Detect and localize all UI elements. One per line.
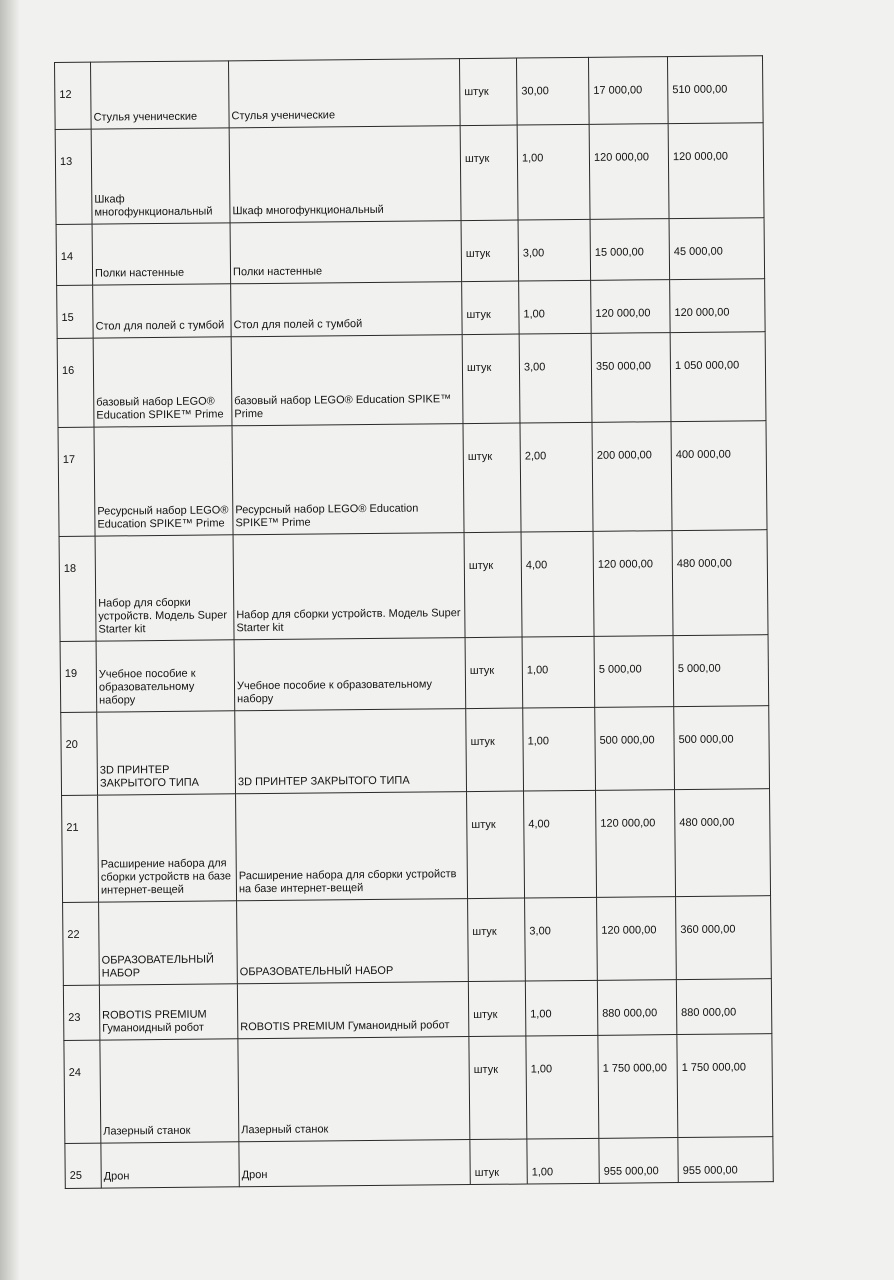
- cell-quantity: [527, 1138, 599, 1184]
- cell-quantity: [523, 707, 596, 791]
- cell-unit: [468, 981, 526, 1037]
- item-quantity: 4,00: [525, 559, 548, 572]
- item-description: 3D ПРИНТЕР ЗАКРЫТОГО ТИПА: [237, 774, 410, 789]
- cell-quantity: [525, 897, 598, 981]
- item-quantity: 1,00: [521, 152, 544, 165]
- cell-number: [57, 338, 94, 427]
- item-sum: 480 000,00: [679, 816, 735, 830]
- row-number: 15: [61, 311, 74, 324]
- row-number: 23: [68, 1011, 81, 1024]
- cell-name: [95, 535, 234, 641]
- item-sum: 500 000,00: [678, 733, 734, 747]
- item-name: Шкаф многофункциональный: [94, 193, 213, 219]
- cell-description: [236, 792, 468, 901]
- cell-sum: [671, 421, 767, 531]
- cell-number: [65, 1143, 101, 1188]
- cell-name: [101, 1142, 239, 1188]
- cell-description: [237, 899, 469, 984]
- item-price: 120 000,00: [600, 817, 656, 830]
- cell-number: [55, 129, 92, 224]
- cell-price: [591, 333, 671, 423]
- cell-price: [597, 897, 677, 981]
- cell-sum: [669, 218, 765, 280]
- cell-price: [591, 280, 671, 334]
- item-price: 120 000,00: [597, 558, 653, 571]
- item-description: Учебное пособие к образовательному набору: [236, 678, 433, 706]
- cell-name: [96, 640, 235, 712]
- item-description: Расширение набора для сборки устройств на базе интернет-вещей: [238, 868, 457, 896]
- item-description: ROBOTIS PREMIUM Гуманоидный робот: [240, 1019, 450, 1034]
- cell-quantity: [519, 280, 592, 334]
- cell-sum: [677, 1034, 773, 1138]
- table-row: [63, 896, 772, 986]
- cell-number: [56, 224, 93, 285]
- item-unit: штук: [470, 735, 495, 749]
- cell-number: [63, 902, 100, 985]
- cell-unit: [469, 1036, 527, 1140]
- table-row: [63, 979, 771, 1041]
- item-price: 500 000,00: [599, 734, 655, 747]
- cell-name: [99, 901, 238, 985]
- cell-description: [229, 126, 461, 223]
- cell-unit: [460, 125, 518, 221]
- cell-name: [91, 61, 230, 129]
- cell-description: [237, 982, 469, 1039]
- row-number: 13: [59, 155, 73, 168]
- cell-description: [234, 638, 466, 711]
- table-row: [57, 279, 765, 339]
- item-sum: 955 000,00: [682, 1164, 738, 1178]
- row-number: 14: [60, 250, 74, 263]
- cell-unit: [463, 423, 521, 533]
- cell-price: [593, 531, 673, 637]
- cell-number: [63, 985, 100, 1040]
- cell-number: [58, 427, 95, 536]
- cell-unit: [466, 708, 524, 792]
- cell-quantity: [526, 1035, 599, 1139]
- item-price: 17 000,00: [593, 84, 643, 97]
- item-price: 200 000,00: [596, 449, 652, 462]
- item-unit: штук: [466, 361, 492, 375]
- cell-sum: [674, 706, 770, 790]
- cell-quantity: [517, 124, 590, 220]
- cell-number: [64, 1040, 101, 1143]
- item-description: Ресурсный набор LEGO® Education SPIKE™ Prime: [235, 502, 419, 530]
- row-number: 17: [62, 453, 76, 466]
- item-sum: 120 000,00: [672, 150, 729, 164]
- table-row: [55, 123, 764, 225]
- cell-quantity: [521, 531, 594, 637]
- cell-number: [57, 285, 94, 338]
- row-number: 19: [64, 667, 78, 680]
- item-sum: 360 000,00: [680, 923, 736, 937]
- item-description: Стулья ученические: [231, 109, 336, 123]
- table-row: [56, 218, 765, 286]
- cell-price: [592, 422, 672, 532]
- cell-name: [98, 794, 237, 902]
- cell-name: [93, 284, 232, 338]
- cell-unit: [462, 281, 520, 335]
- item-quantity: 1,00: [526, 664, 549, 677]
- cell-description: [232, 424, 464, 535]
- item-unit: штук: [469, 664, 495, 678]
- cell-sum: [670, 279, 766, 333]
- item-sum: 45 000,00: [673, 245, 723, 259]
- item-quantity: 1,00: [527, 735, 550, 748]
- cell-number: [55, 62, 92, 129]
- item-name: 3D ПРИНТЕР ЗАКРЫТОГО ТИПА: [99, 763, 200, 790]
- item-name: Ресурсный набор LEGO® Education SPIKE™ Prime: [97, 504, 229, 531]
- cell-sum: [670, 332, 766, 422]
- item-unit: штук: [467, 450, 493, 464]
- cell-quantity: [519, 333, 592, 423]
- table-row: [64, 1034, 773, 1144]
- cell-price: [589, 124, 669, 220]
- item-description: ОБРАЗОВАТЕЛЬНЫЙ НАБОР: [239, 964, 394, 979]
- cell-number: [61, 712, 98, 795]
- item-price: 5 000,00: [598, 663, 642, 676]
- cell-description: [231, 335, 463, 426]
- item-name: ROBOTIS PREMIUM Гуманоидный робот: [102, 1008, 207, 1035]
- cell-name: [94, 426, 233, 536]
- cell-quantity: [522, 636, 595, 708]
- item-description: Набор для сборки устройств. Модель Super Starter kit: [236, 607, 461, 635]
- cell-quantity: [520, 422, 593, 532]
- cell-quantity: [516, 57, 589, 125]
- cell-unit: [468, 898, 526, 982]
- items-table-wrapper: [54, 55, 773, 1189]
- item-sum: 5 000,00: [677, 662, 721, 676]
- cell-description: [233, 533, 465, 640]
- item-price: 120 000,00: [593, 151, 650, 164]
- item-unit: штук: [473, 1063, 499, 1077]
- cell-description: [238, 1037, 470, 1142]
- row-number: 22: [67, 928, 80, 941]
- cell-price: [599, 1138, 678, 1184]
- row-number: 20: [65, 738, 78, 751]
- cell-number: [59, 536, 96, 641]
- cell-unit: [461, 220, 519, 282]
- cell-quantity: [524, 790, 597, 898]
- item-sum: 510 000,00: [672, 83, 728, 97]
- item-quantity: 1,00: [523, 308, 545, 321]
- cell-price: [598, 1035, 678, 1139]
- item-sum: 880 000,00: [681, 1006, 737, 1020]
- item-description: Лазерный станок: [241, 1123, 329, 1137]
- cell-description: [239, 1140, 470, 1187]
- row-number: 24: [68, 1066, 82, 1079]
- item-name: ОБРАЗОВАТЕЛЬНЫЙ НАБОР: [101, 953, 214, 980]
- table-row: [61, 706, 770, 796]
- table-row: [60, 635, 769, 713]
- item-description: Шкаф многофункциональный: [232, 203, 384, 218]
- item-unit: штук: [464, 85, 489, 99]
- item-quantity: 1,00: [531, 1166, 554, 1179]
- row-number: 18: [63, 562, 77, 575]
- item-sum: 400 000,00: [675, 448, 731, 462]
- table-row: [58, 421, 767, 537]
- cell-unit: [465, 637, 523, 709]
- item-quantity: 3,00: [522, 247, 545, 260]
- table-row: [62, 789, 771, 903]
- cell-unit: [470, 1139, 527, 1185]
- cell-name: [99, 984, 238, 1040]
- cell-sum: [673, 635, 769, 707]
- item-unit: штук: [466, 308, 491, 322]
- item-price: 120 000,00: [595, 307, 651, 320]
- cell-unit: [467, 791, 525, 899]
- cell-name: [93, 337, 232, 427]
- item-price: 350 000,00: [595, 360, 652, 373]
- item-sum: 1 750 000,00: [681, 1061, 746, 1075]
- cell-name: [100, 1039, 239, 1143]
- item-price: 1 750 000,00: [602, 1062, 667, 1075]
- item-price: 880 000,00: [602, 1007, 658, 1020]
- item-name: Набор для сборки устройств. Модель Super Starter kit: [98, 596, 228, 636]
- item-unit: штук: [472, 925, 497, 939]
- cell-unit: [464, 532, 522, 638]
- row-number: 16: [61, 364, 75, 377]
- table-row: [59, 530, 768, 642]
- cell-number: [62, 795, 99, 902]
- row-number: 25: [69, 1169, 83, 1182]
- row-number: 21: [66, 821, 79, 834]
- item-price: 15 000,00: [594, 246, 644, 259]
- item-unit: штук: [474, 1166, 500, 1180]
- item-description: Стол для полей с тумбой: [233, 318, 363, 332]
- table-row: [55, 56, 764, 130]
- cell-name: [97, 711, 236, 795]
- item-price: 955 000,00: [603, 1165, 659, 1178]
- items-table: [54, 55, 774, 1189]
- item-quantity: 4,00: [528, 818, 550, 831]
- cell-price: [594, 636, 674, 708]
- cell-price: [597, 980, 677, 1036]
- item-unit: штук: [464, 152, 490, 166]
- cell-sum: [672, 530, 768, 636]
- cell-sum: [676, 896, 772, 980]
- table-row: [57, 332, 766, 428]
- cell-quantity: [518, 219, 591, 281]
- item-quantity: 30,00: [521, 85, 549, 98]
- table-row: [65, 1137, 773, 1189]
- item-unit: штук: [471, 818, 496, 832]
- cell-sum: [675, 789, 771, 897]
- cell-number: [60, 641, 97, 712]
- cell-name: [92, 223, 231, 285]
- cell-sum: [676, 979, 772, 1035]
- cell-quantity: [525, 980, 598, 1036]
- item-quantity: 3,00: [523, 361, 546, 374]
- item-quantity: 1,00: [530, 1063, 553, 1076]
- cell-description: [231, 282, 462, 337]
- item-quantity: 3,00: [529, 925, 551, 938]
- item-sum: 1 050 000,00: [674, 359, 740, 373]
- item-price: 120 000,00: [601, 924, 657, 937]
- item-name: Стулья ученические: [93, 110, 198, 124]
- item-sum: 480 000,00: [676, 557, 732, 571]
- cell-sum: [667, 56, 763, 124]
- cell-price: [596, 790, 676, 898]
- item-name: Учебное пособие к образовательному набору: [98, 667, 196, 707]
- item-name: Полки настенные: [94, 266, 185, 280]
- cell-price: [588, 57, 668, 125]
- item-description: Дрон: [241, 1169, 268, 1182]
- item-sum: 120 000,00: [674, 306, 730, 320]
- item-quantity: 1,00: [530, 1008, 552, 1021]
- item-quantity: 2,00: [524, 450, 547, 463]
- item-description: Полки настенные: [232, 265, 323, 279]
- item-unit: штук: [465, 247, 491, 261]
- item-name: Лазерный станок: [103, 1124, 191, 1138]
- cell-description: [228, 59, 460, 128]
- item-name: Расширение набора для сборки устройств на базе интернет-вещей: [100, 857, 231, 897]
- cell-sum: [668, 123, 764, 219]
- item-name: Дрон: [103, 1170, 130, 1183]
- item-name: Стол для полей с тумбой: [95, 319, 225, 333]
- cell-name: [91, 128, 230, 224]
- page-edge-shadow: [0, 0, 20, 1280]
- cell-unit: [459, 58, 517, 126]
- item-unit: штук: [473, 1008, 498, 1022]
- item-unit: штук: [468, 559, 494, 573]
- cell-unit: [462, 334, 520, 424]
- item-description: базовый набор LEGO® Education SPIKE™ Prime: [234, 393, 452, 421]
- cell-sum: [678, 1137, 773, 1183]
- row-number: 12: [59, 88, 72, 101]
- item-name: базовый набор LEGO® Education SPIKE™ Prime: [96, 395, 224, 422]
- cell-price: [595, 707, 675, 791]
- cell-description: [230, 221, 462, 284]
- cell-description: [235, 709, 467, 794]
- cell-price: [590, 219, 670, 281]
